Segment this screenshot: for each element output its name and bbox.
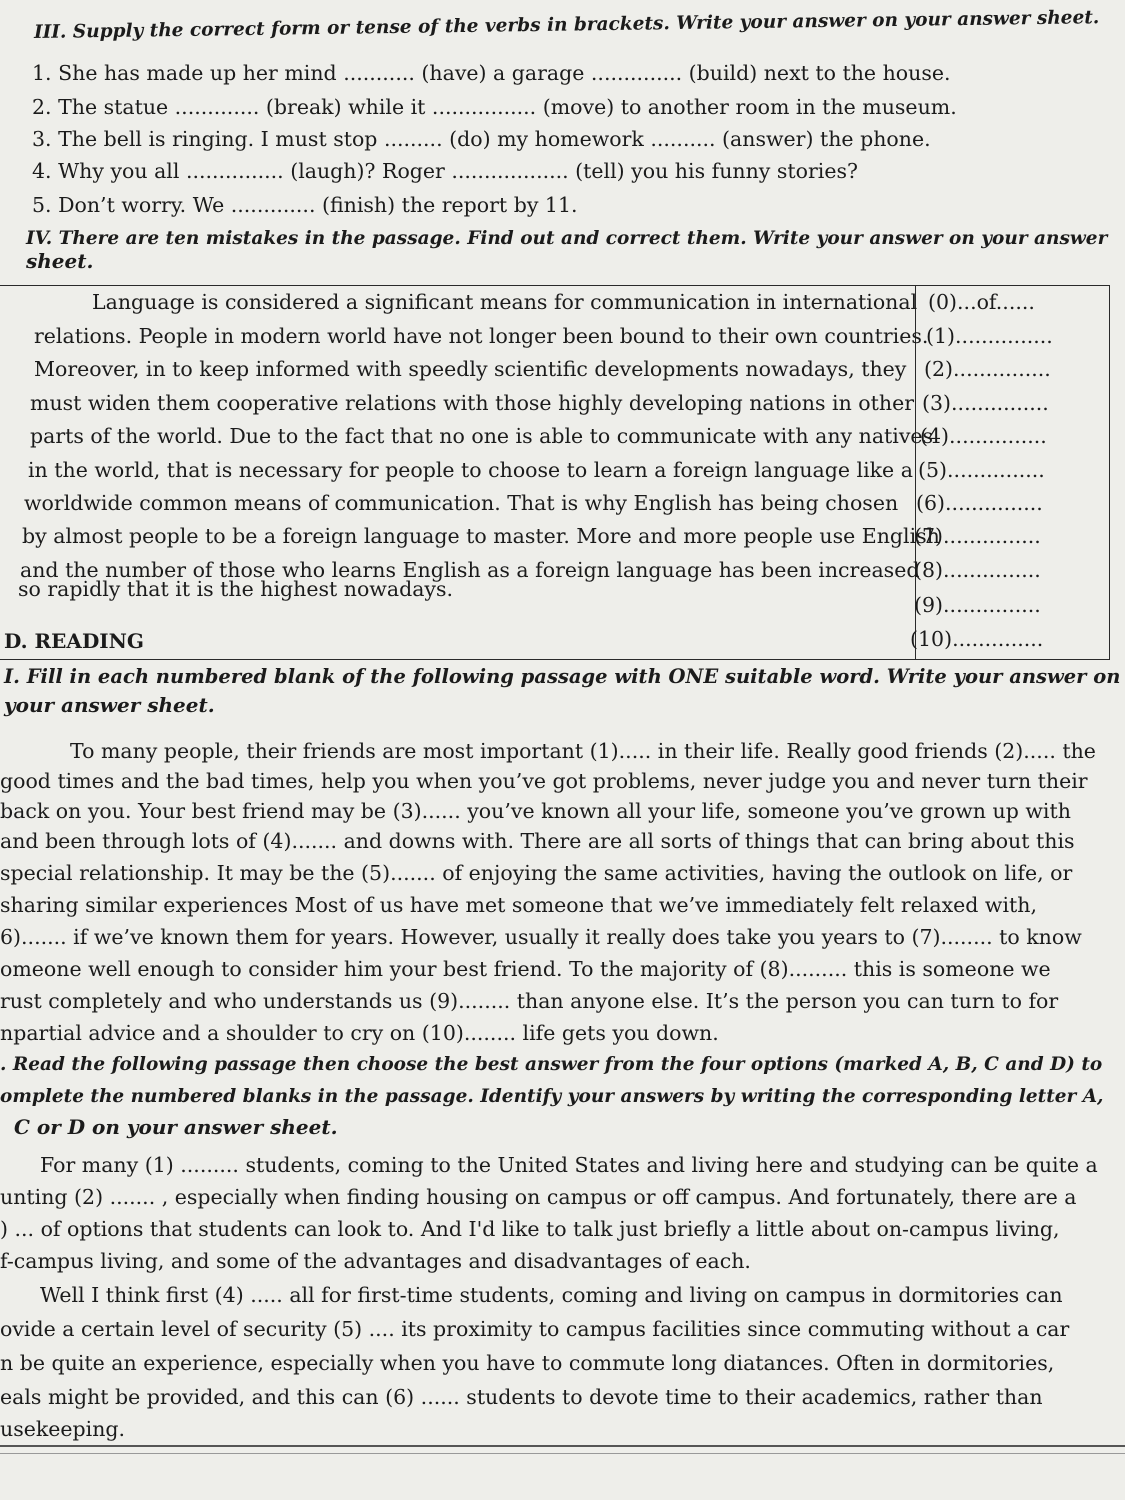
section-4-heading-line2: sheet. (26, 249, 94, 273)
passage-line-3: Moreover, in to keep informed with speedly scientific developments nowadays, they (34, 357, 907, 381)
exercise-3-item-5: 5. Don’t worry. We ............. (finish) the report by 11. (32, 193, 578, 217)
answer-slot-9: (9)............... (914, 593, 1041, 617)
reading-part-2-heading-line3: C or D on your answer sheet. (14, 1115, 338, 1139)
answer-slot-3: (3)............... (922, 391, 1049, 415)
reading-part-2-heading-line1: . Read the following passage then choose the best answer from the four options (marked A, B, C and D) to (0, 1054, 1103, 1075)
cloze-line-6: sharing similar experiences Most of us have met someone that we’ve immediately felt relaxed with, (0, 893, 1037, 917)
exercise-3-item-3: 3. The bell is ringing. I must stop ......... (do) my homework .......... (answer) the phone. (32, 127, 931, 151)
answer-slot-5: (5)............... (918, 458, 1045, 482)
answer-slot-2: (2)............... (924, 357, 1051, 381)
cloze-line-8: omeone well enough to consider him your best friend. To the majority of (8)......... this is someone we (0, 957, 1051, 981)
section-4-heading-line1: IV. There are ten mistakes in the passage. Find out and correct them. Write your answer on your answer (26, 228, 1108, 249)
passage-line-4: must widen them cooperative relations with those highly developing nations in other (30, 391, 915, 415)
cloze-line-5: special relationship. It may be the (5)....... of enjoying the same activities, having the outlook on life, or (0, 861, 1073, 885)
mcq-passage-line-3: ) ... of options that students can look to. And I'd like to talk just briefly a little about on-campus living, (0, 1217, 1060, 1241)
passage-line-7: worldwide common means of communication. That is why English has being chosen (24, 491, 899, 515)
passage-line-6: in the world, that is necessary for people to choose to learn a foreign language like a (28, 458, 913, 482)
mcq-passage-line-4: f-campus living, and some of the advantages and disadvantages of each. (0, 1249, 751, 1273)
reading-section-title: D. READING (4, 629, 144, 653)
cloze-line-10: npartial advice and a shoulder to cry on (10)........ life gets you down. (0, 1021, 719, 1045)
cloze-line-1: To many people, their friends are most important (1)..... in their life. Really good friends (2)..... the (70, 739, 1096, 763)
passage-line-10: so rapidly that it is the highest nowadays. (18, 577, 454, 601)
cloze-line-2: good times and the bad times, help you when you’ve got problems, never judge you and never turn their (0, 769, 1088, 793)
mcq-passage-line-9: usekeeping. (0, 1417, 126, 1441)
reading-part-1-heading-line2: your answer sheet. (4, 693, 215, 717)
exercise-3-item-2: 2. The statue ............. (break) while it ................ (move) to another room in the museum. (32, 95, 957, 119)
cloze-line-4: and been through lots of (4)....... and downs with. There are all sorts of things that can bring about this (0, 829, 1075, 853)
bottom-rule (0, 1445, 1125, 1447)
answer-slot-7: (7)............... (914, 524, 1041, 548)
passage-line-9: and the number of those who learns English as a foreign language has been increased (20, 558, 920, 582)
mcq-passage-line-1: For many (1) ......... students, coming to the United States and living here and studying can be quite a (40, 1153, 1098, 1177)
answer-slot-0: (0)...of...... (928, 290, 1035, 314)
cloze-line-7: 6)....... if we’ve known them for years. However, usually it really does take you years to (7)........ to know (0, 925, 1082, 949)
passage-line-1: Language is considered a significant means for communication in international (92, 290, 918, 314)
mcq-passage-line-8: eals might be provided, and this can (6) ...... students to devote time to their academics, rather than (0, 1385, 1043, 1409)
answer-slot-6: (6)............... (916, 491, 1043, 515)
mcq-passage-line-2: unting (2) ....... , especially when finding housing on campus or off campus. And fortunately, there are a (0, 1185, 1077, 1209)
cloze-line-3: back on you. Your best friend may be (3)...... you’ve known all your life, someone you’ve grown up with (0, 799, 1071, 823)
section-3-heading: III. Supply the correct form or tense of the verbs in brackets. Write your answer on your answer sheet. (33, 7, 1100, 43)
mcq-passage-line-7: n be quite an experience, especially when you have to commute long diatances. Often in dormitories, (0, 1351, 1055, 1375)
answer-slot-1: (1)............... (926, 324, 1053, 348)
exercise-3-item-1: 1. She has made up her mind ........... (have) a garage .............. (build) next to the house. (32, 61, 951, 85)
mcq-passage-line-5: Well I think first (4) ..... all for first-time students, coming and living on campus in dormitories can (40, 1283, 1063, 1307)
exercise-3-item-4: 4. Why you all ............... (laugh)? Roger .................. (tell) you his funny stories? (32, 159, 858, 183)
reading-part-2-heading-line2: omplete the numbered blanks in the passage. Identify your answers by writing the corresponding letter A, (0, 1086, 1104, 1107)
answer-slot-8: (8)............... (914, 558, 1041, 582)
answer-slot-4: (4)............... (920, 424, 1047, 448)
answer-slot-10: (10).............. (910, 627, 1044, 651)
cloze-line-9: rust completely and who understands us (9)........ than anyone else. It’s the person you can turn to for (0, 989, 1059, 1013)
passage-line-2: relations. People in modern world have not longer been bound to their own countries. (34, 324, 929, 348)
passage-line-5: parts of the world. Due to the fact that no one is able to communicate with any natives (30, 424, 934, 448)
reading-part-1-heading-line1: I. Fill in each numbered blank of the following passage with ONE suitable word. Write your answer on (4, 665, 1121, 688)
mcq-passage-line-6: ovide a certain level of security (5) .... its proximity to campus facilities since commuting without a car (0, 1317, 1070, 1341)
bottom-rule-thin (0, 1453, 1125, 1454)
passage-line-8: by almost people to be a foreign language to master. More and more people use English (22, 524, 940, 548)
